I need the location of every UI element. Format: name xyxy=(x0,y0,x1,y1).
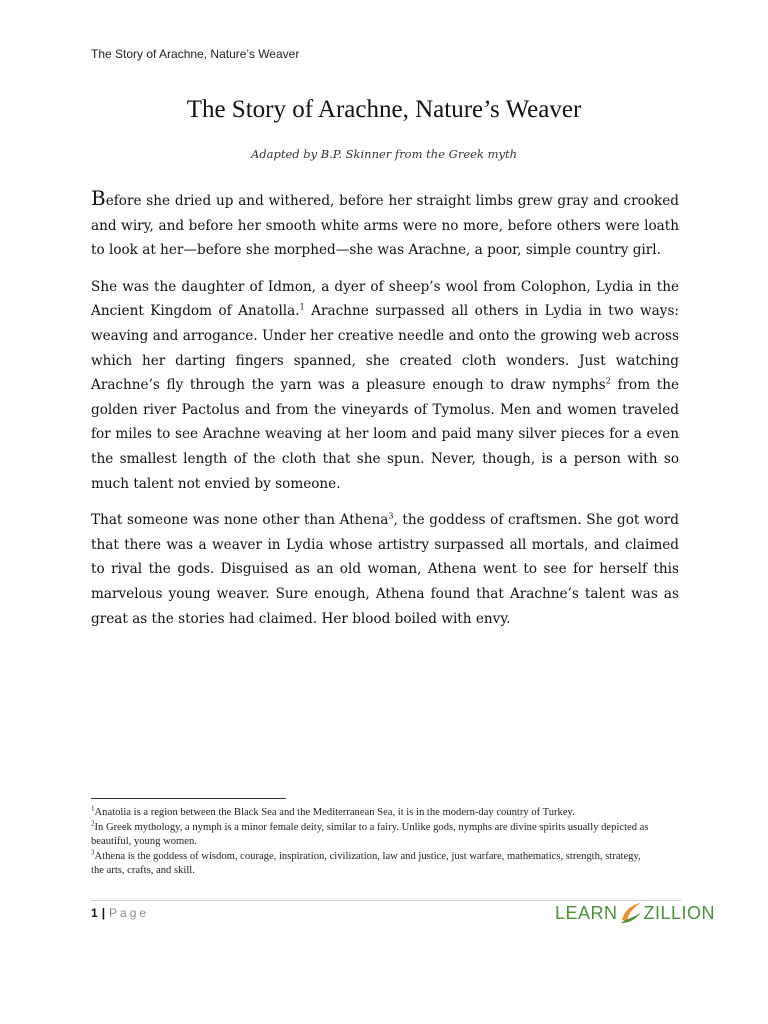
page-word: Page xyxy=(109,906,150,920)
footnote-text: Athena is the goddess of wisdom, courage, inspiration, civilization, law and justice, just warfare, mathematics, strength, strategy, the arts, crafts, and skill. xyxy=(91,850,641,877)
paragraph-3-text-a: That someone was none other than Athena xyxy=(91,512,389,529)
footnote-divider xyxy=(91,798,286,799)
footnotes xyxy=(91,806,651,879)
footnote-ref-2: 2 xyxy=(605,376,611,386)
paragraph-3 xyxy=(91,508,679,631)
footnote-number: 2 xyxy=(91,819,95,828)
story-body xyxy=(91,186,679,643)
footnote-2 xyxy=(91,821,651,850)
footnote-number: 1 xyxy=(91,804,95,813)
logo-text-right: ZILLION xyxy=(643,902,716,923)
footnote-number: 3 xyxy=(91,848,95,857)
learnzillion-logo xyxy=(555,900,715,926)
paragraph-2-text-b: Arachne surpassed all others in Lydia in two ways: weaving and arrogance. Under her creative needle and onto the growing web across which her darting fingers spanned, she created cloth wonders. Just watching Arachne’s fly through the yarn was a pleasure enough to draw nymphs xyxy=(91,303,679,394)
footnote-text: Anatolia is a region between the Black Sea and the Mediterranean Sea, it is in the modern-day country of Turkey. xyxy=(94,807,575,818)
page-separator: | xyxy=(101,906,106,920)
paragraph-2 xyxy=(91,275,679,496)
paragraph-2-text-a: She was the daughter of Idmon, a dyer of sheep’s wool from Colophon, Lydia in the Ancient Kingdom of Anatolla. xyxy=(91,278,679,320)
paragraph-1 xyxy=(91,186,679,263)
logo-text-left: LEARN xyxy=(555,902,618,923)
page-title: The Story of Arachne, Nature’s Weaver xyxy=(186,96,582,123)
paragraph-1-text: efore she dried up and withered, before her straight limbs grew gray and crooked and wiry, and before her smooth white arms were no more, before others were loath to look at her—before she morphed—she was Arachne, a poor, simple country girl. xyxy=(91,193,679,259)
footnote-1 xyxy=(91,806,651,821)
page-number xyxy=(91,906,149,920)
footnote-ref-3: 3 xyxy=(388,511,394,521)
page-subtitle: Adapted by B.P. Skinner from the Greek myth xyxy=(250,147,518,161)
footnote-text: In Greek mythology, a nymph is a minor female deity, similar to a fairy. Unlike gods, nymphs are divine spirits usually depicted as beautiful, young women. xyxy=(91,821,649,848)
swoosh-icon xyxy=(619,900,643,926)
drop-cap: B xyxy=(91,186,106,210)
paragraph-3-text-b: , the goddess of craftsmen. She got word that there was a weaver in Lydia whose artistry surpassed all mortals, and claimed to rival the gods. Disguised as an old woman, Athena went to see for herself this marvelous young weaver. Sure enough, Athena found that Arachne’s talent was as great as the stories had claimed. Her blood boiled with envy. xyxy=(91,512,680,627)
footnote-ref-1: 1 xyxy=(299,302,305,312)
page-number-value: 1 xyxy=(91,906,98,920)
paragraph-2-text-c: from the golden river Pactolus and from the vineyards of Tymolus. Men and women traveled for miles to see Arachne weaving at her loom and paid many silver pieces for a even the smallest length of the cloth that she spun. Never, though, is a person with so much talent not envied by someone. xyxy=(91,377,679,492)
footnote-3 xyxy=(91,850,651,879)
running-header: The Story of Arachne, Nature’s Weaver xyxy=(91,47,300,61)
